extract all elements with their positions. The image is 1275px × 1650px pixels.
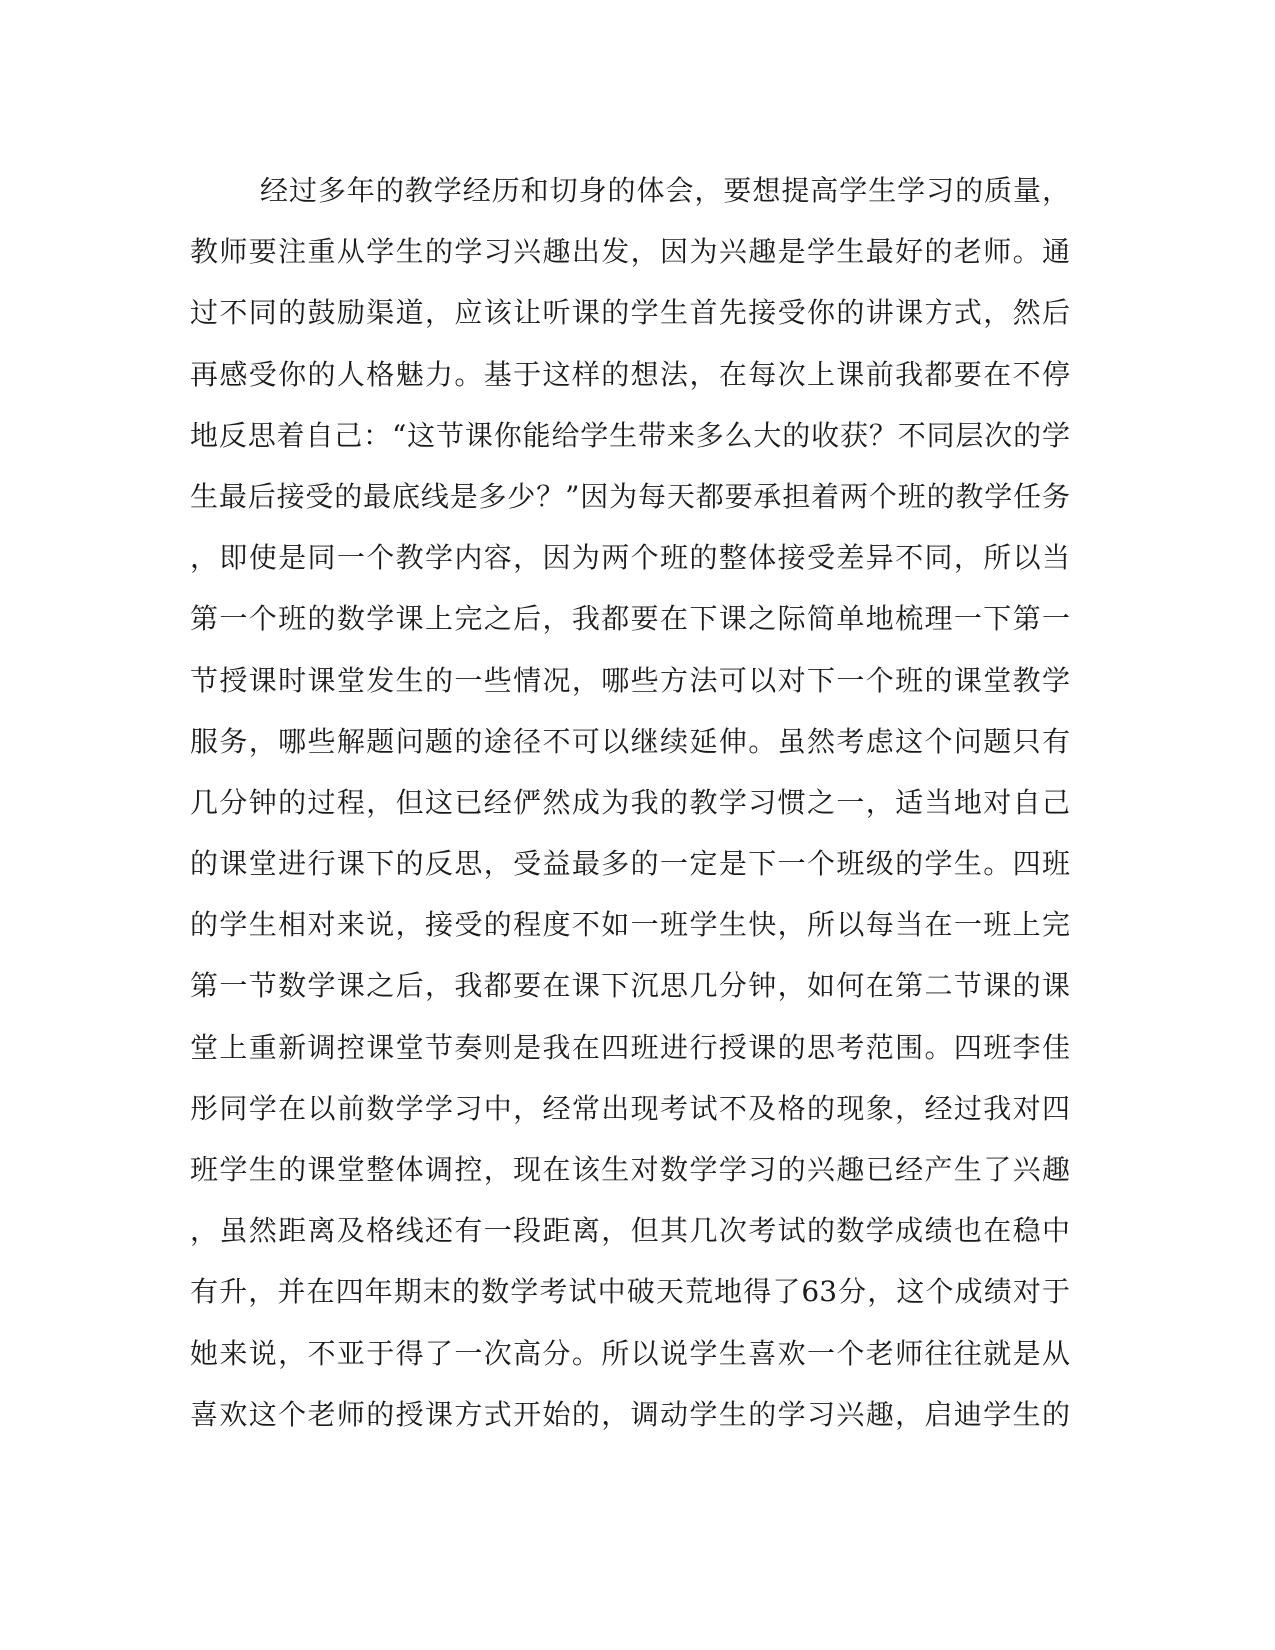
text-line: 过不同的鼓励渠道，应该让听课的学生首先接受你的讲课方式，然后 (190, 296, 1070, 330)
text-line: 几分钟的过程，但这已经俨然成为我的教学习惯之一，适当地对自己 (190, 785, 1070, 819)
text-line: ，即使是同一个教学内容，因为两个班的整体接受差异不同，所以当 (190, 541, 1070, 575)
text-line: 的课堂进行课下的反思，受益最多的一定是下一个班级的学生。四班 (190, 847, 1070, 881)
text-line: 第一节数学课之后，我都要在课下沉思几分钟，如何在第二节课的课 (190, 969, 1070, 1003)
text-line: 喜欢这个老师的授课方式开始的，调动学生的学习兴趣，启迪学生的 (190, 1397, 1070, 1431)
text-line: 经过多年的教学经历和切身的体会，要想提高学生学习的质量， (260, 174, 1070, 207)
text-line: 教师要注重从学生的学习兴趣出发，因为兴趣是学生最好的老师。通 (190, 235, 1070, 269)
text-line: 第一个班的数学课上完之后，我都要在下课之际简单地梳理一下第一 (190, 602, 1070, 636)
text-line: 节授课时课堂发生的一些情况，哪些方法可以对下一个班的课堂教学 (190, 663, 1070, 697)
text-line: 彤同学在以前数学学习中，经常出现考试不及格的现象，经过我对四 (190, 1091, 1070, 1125)
text-line: 她来说，不亚于得了一次高分。所以说学生喜欢一个老师往往就是从 (190, 1336, 1070, 1370)
text-line: 的学生相对来说，接受的程度不如一班学生快，所以每当在一班上完 (190, 908, 1070, 942)
text-line: 生最后接受的最底线是多少？”因为每天都要承担着两个班的教学任务 (190, 479, 1070, 513)
body-paragraph (190, 160, 1070, 1445)
text-line: 再感受你的人格魅力。基于这样的想法，在每次上课前我都要在不停 (190, 357, 1070, 391)
text-line: 有升，并在四年期末的数学考试中破天荒地得了63分，这个成绩对于 (190, 1275, 1070, 1309)
text-line: 堂上重新调控课堂节奏则是我在四班进行授课的思考范围。四班李佳 (190, 1030, 1070, 1064)
text-line: 地反思着自己：“这节课你能给学生带来多么大的收获？不同层次的学 (190, 418, 1070, 452)
text-line: 班学生的课堂整体调控，现在该生对数学学习的兴趣已经产生了兴趣 (190, 1153, 1070, 1186)
text-line: ，虽然距离及格线还有一段距离，但其几次考试的数学成绩也在稳中 (190, 1214, 1070, 1248)
text-line: 服务，哪些解题问题的途径不可以继续延伸。虽然考虑这个问题只有 (190, 724, 1070, 758)
